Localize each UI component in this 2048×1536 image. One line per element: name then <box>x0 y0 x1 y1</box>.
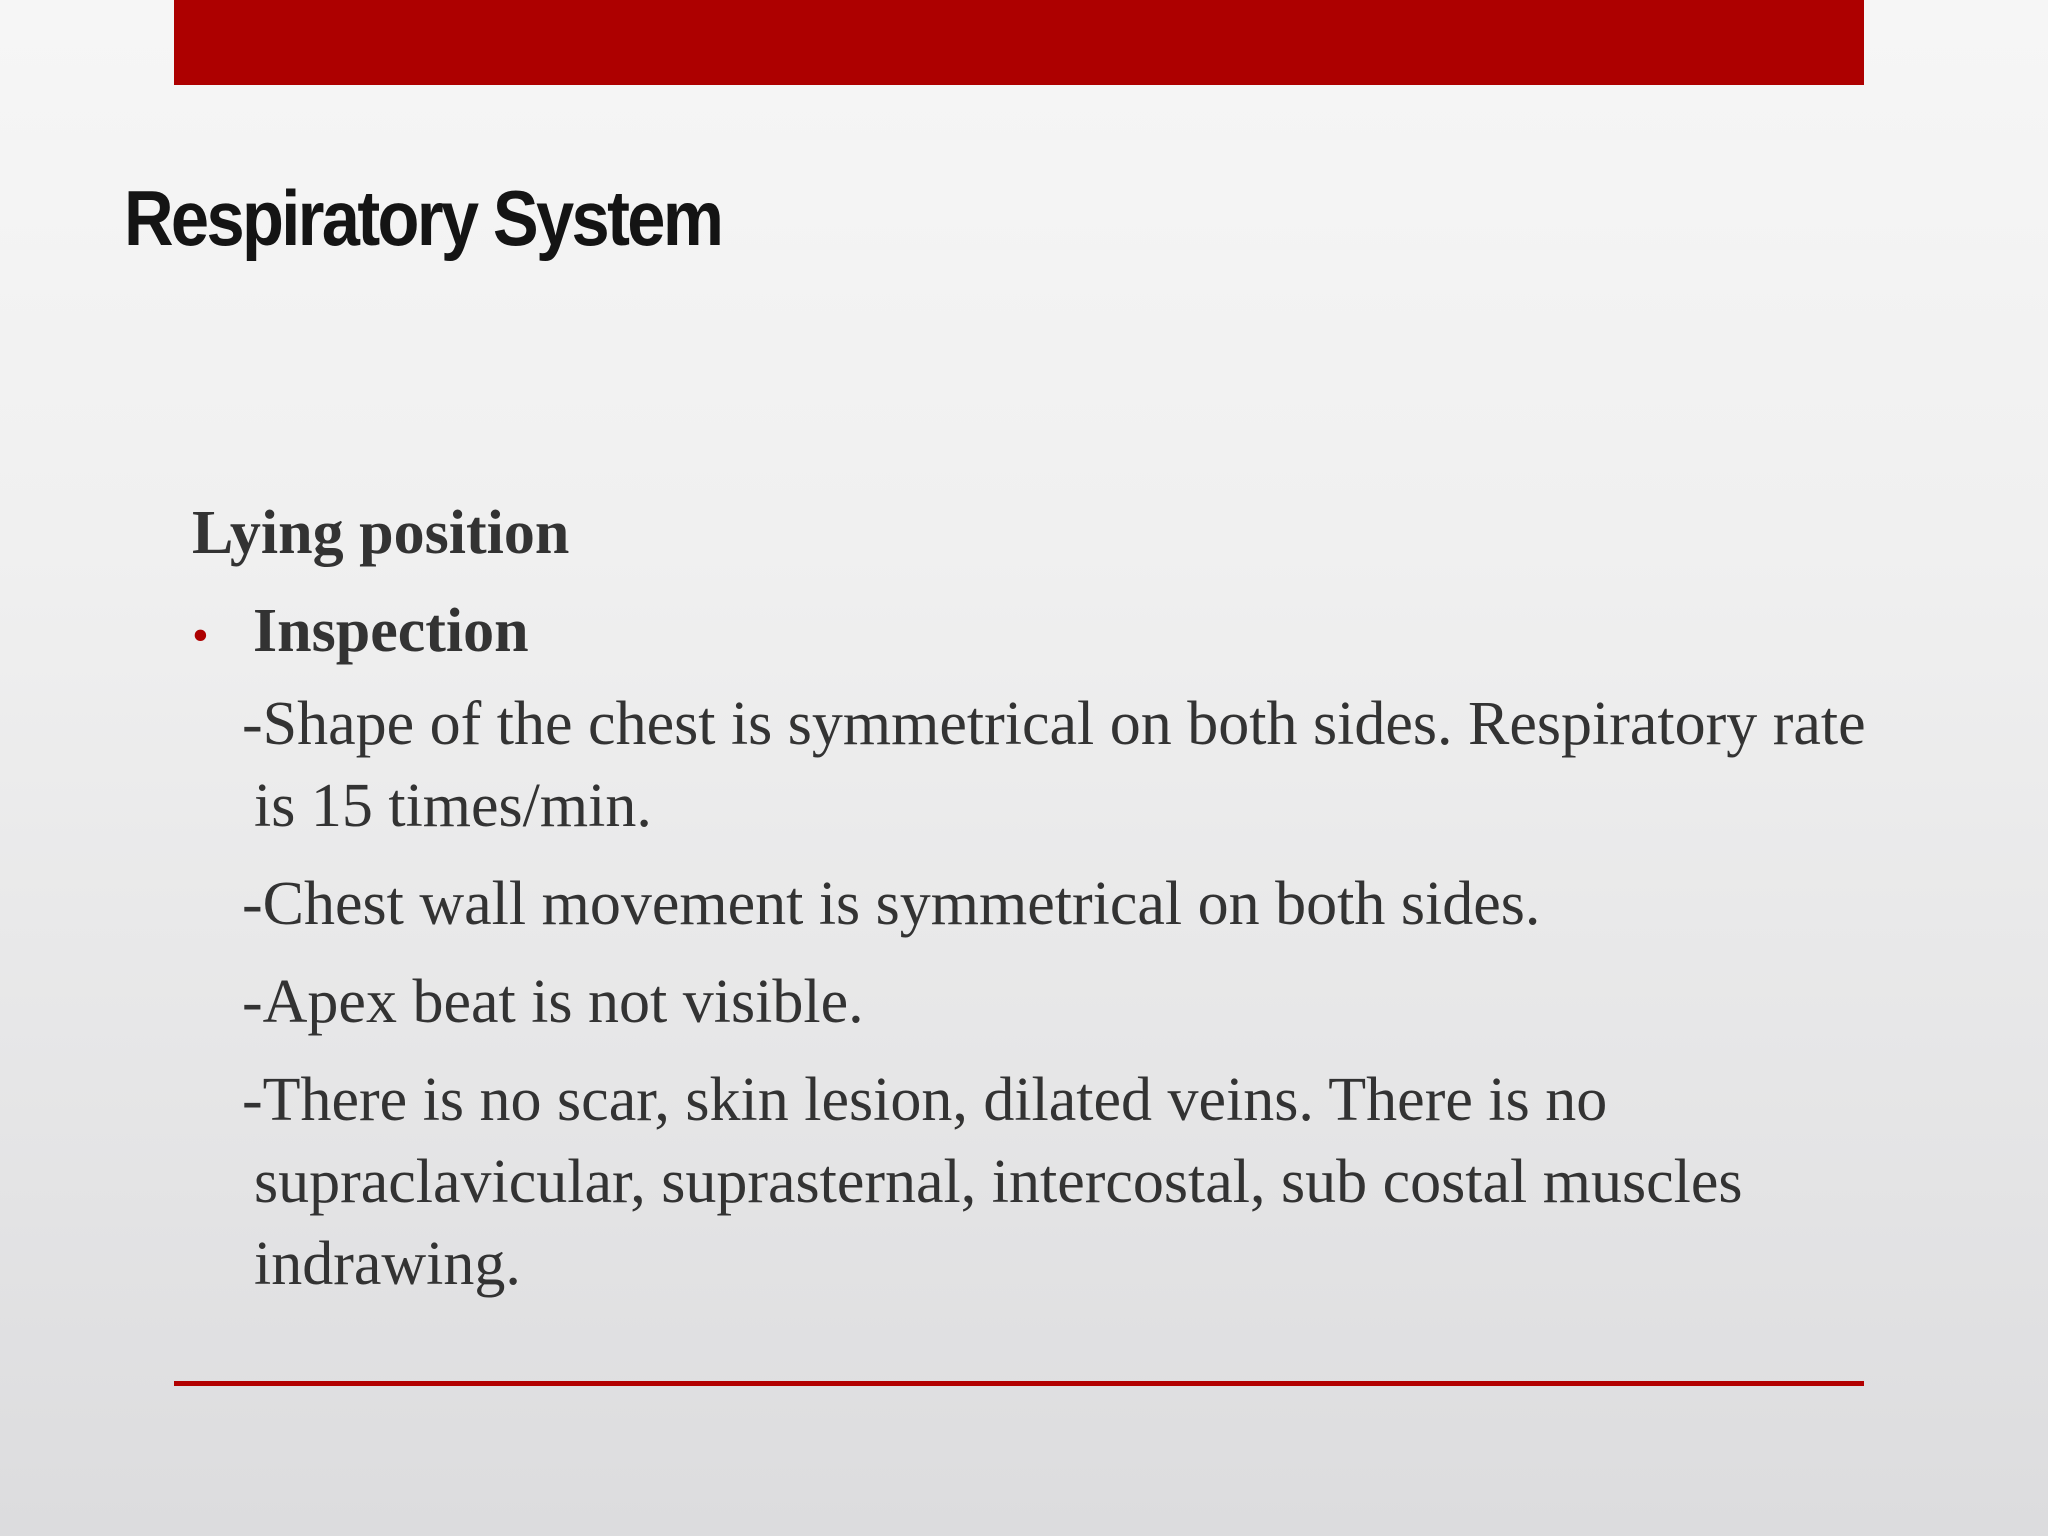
bullet-item <box>192 590 1892 677</box>
top-accent-bar <box>174 0 1864 85</box>
detail-line: -Shape of the chest is symmetrical on both sides. Respiratory rate is 15 times/min. <box>242 690 1866 840</box>
slide-title: Respiratory System <box>124 174 722 262</box>
subheading: Lying position <box>192 499 570 567</box>
detail-line: -Chest wall movement is symmetrical on both sides. <box>242 870 1541 938</box>
bullet-label: Inspection <box>253 597 529 665</box>
slide-content <box>192 492 1892 1321</box>
bottom-divider <box>174 1381 1864 1386</box>
bullet-dot-icon: • <box>192 609 209 662</box>
detail-line: -Apex beat is not visible. <box>242 968 864 1036</box>
detail-line: -There is no scar, skin lesion, dilated veins. There is no supraclavicular, suprasternal, intercostal, sub costal muscles indrawing. <box>242 1066 1743 1298</box>
